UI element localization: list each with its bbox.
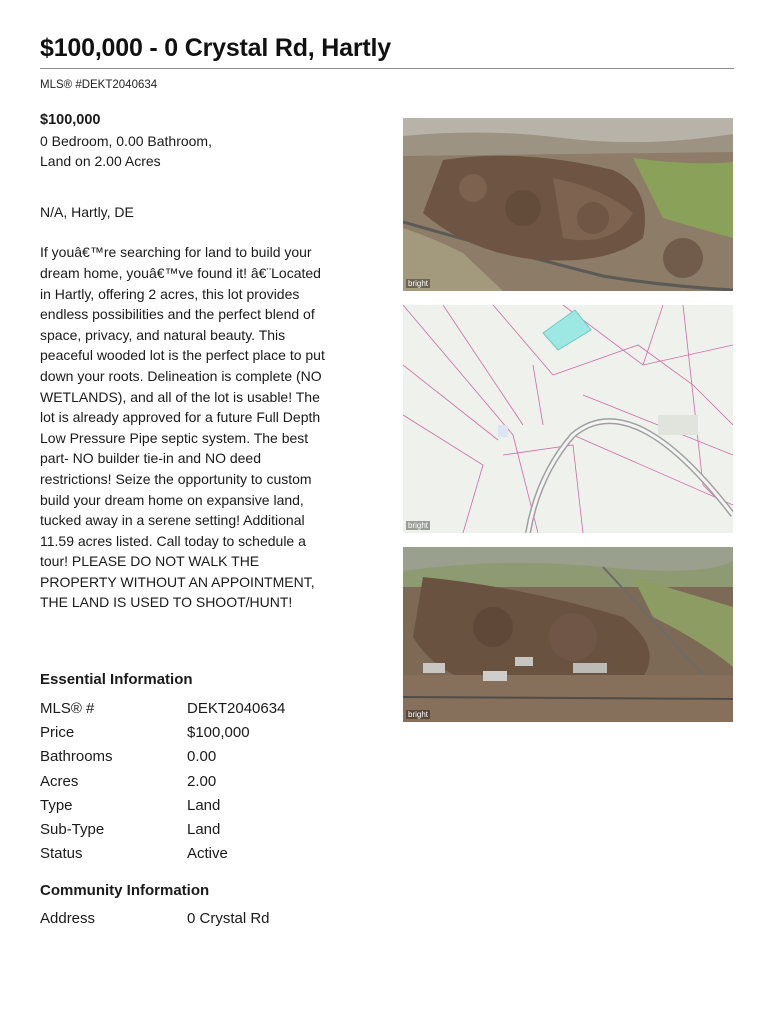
info-row (40, 773, 285, 797)
parcel-map-image (403, 305, 733, 533)
info-row (40, 797, 285, 821)
info-value: $100,000 (187, 724, 250, 742)
info-row (40, 910, 270, 934)
info-label: Price (40, 724, 75, 742)
summary-beds-baths: 0 Bedroom, 0.00 Bathroom, (40, 132, 212, 149)
info-row (40, 700, 285, 724)
info-label: Status (40, 845, 83, 863)
aerial-photo-houses (403, 547, 733, 722)
info-value: 2.00 (187, 772, 217, 790)
listing-description: If youâ€™re searching for land to build your dream home, youâ€™ve found it! â€¨Located in Hartly, offering 2 acres, this lot provides endless possibilities and the perfect blend of space, privacy, and natural beauty. This peaceful wooded lot is the perfect place to put down your roots. Delineation is complete (NO WETLANDS), and all of the lot is usable! The lot is already approved for a future Full Depth Low Pressure Pipe septic system. The best part- NO builder tie-in and NO deed restrictions! Seize the opportunity to custom build your dream home on expansive land, tucked away in a serene setting! Additional 11.59 acres listed. Call today to schedule a tour! PLEASE DO NOT WALK THE PROPERTY WITHOUT AN APPOINTMENT, THE LAND IS USED TO SHOOT/HUNT! (40, 244, 325, 611)
listing-title: $100,000 - 0 Crystal Rd, Hartly (40, 34, 391, 62)
info-row (40, 845, 285, 869)
info-row (40, 748, 285, 772)
info-row (40, 724, 285, 748)
community-info-table (40, 910, 270, 934)
info-value: Active (187, 845, 228, 863)
info-value: Land (187, 820, 221, 838)
essential-info-heading: Essential Information (40, 671, 193, 688)
mls-number-line: MLS® #DEKT2040634 (40, 79, 158, 91)
photo-watermark: bright (408, 521, 429, 530)
community-info-heading: Community Information (40, 882, 210, 899)
info-label: Bathrooms (40, 748, 113, 766)
photo-watermark: bright (408, 710, 429, 719)
info-label: Sub-Type (40, 820, 105, 838)
title-divider (40, 68, 734, 69)
info-label: Acres (40, 772, 79, 790)
summary-price: $100,000 (40, 112, 101, 128)
aerial-photo-woodland (403, 118, 733, 291)
info-row (40, 821, 285, 845)
summary-location: N/A, Hartly, DE (40, 203, 134, 220)
info-value: DEKT2040634 (187, 700, 286, 717)
info-label: Type (40, 796, 73, 814)
info-value: Land (187, 796, 221, 814)
info-value: 0.00 (187, 748, 217, 766)
photo-watermark: bright (408, 279, 429, 288)
summary-land-acres: Land on 2.00 Acres (40, 153, 161, 170)
info-label: MLS® # (40, 700, 95, 717)
listing-summary (40, 110, 370, 613)
info-label: Address (40, 910, 96, 927)
info-value: 0 Crystal Rd (187, 910, 270, 927)
essential-info-table (40, 700, 285, 869)
